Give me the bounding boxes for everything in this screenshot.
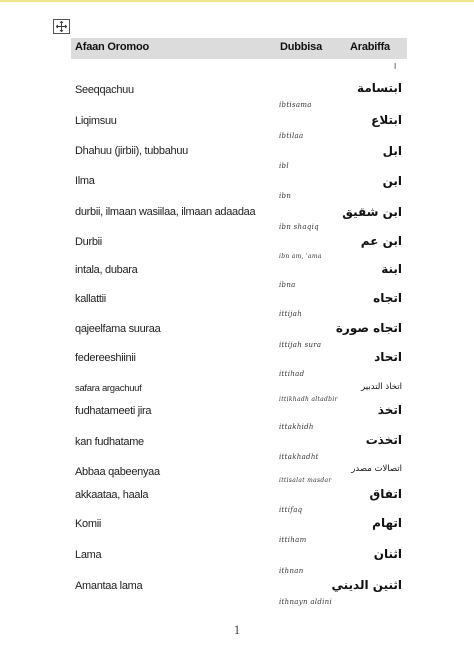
entry-arabic: اتهام bbox=[372, 516, 402, 530]
entry-oromo: durbii, ilmaan wasiilaa, ilmaan adaadaa bbox=[75, 206, 256, 218]
entry-pronunciation: ittisalat masdar bbox=[279, 477, 332, 484]
entry-pronunciation: ibtisama bbox=[279, 101, 312, 109]
entry-oromo: Amantaa lama bbox=[75, 580, 143, 592]
entry-arabic: اثنان bbox=[373, 547, 402, 561]
entry-pronunciation: ittakhidh bbox=[279, 423, 314, 431]
entry-oromo: Liqimsuu bbox=[75, 115, 117, 127]
entry-arabic: اتجاه صورة bbox=[335, 321, 402, 335]
entry-oromo: kan fudhatame bbox=[75, 436, 144, 448]
entry-arabic: ابل bbox=[382, 144, 402, 158]
entry-oromo: fudhatameeti jira bbox=[75, 405, 152, 417]
entry-pronunciation: ibn bbox=[279, 192, 292, 200]
entry-oromo: Ilma bbox=[75, 175, 95, 187]
entry-arabic: ابن عم bbox=[360, 234, 402, 248]
entry-pronunciation: ibn am, 'ama bbox=[279, 253, 322, 260]
header-oromo: Afaan Oromoo bbox=[75, 41, 149, 53]
entry-oromo: Durbii bbox=[75, 236, 102, 248]
table-header-row bbox=[71, 38, 407, 59]
entry-oromo: qajeelfama suuraa bbox=[75, 323, 161, 335]
entry-pronunciation: ibna bbox=[279, 281, 296, 289]
entry-oromo: intala, dubara bbox=[75, 264, 138, 276]
entry-oromo: Dhahuu (jirbii), tubbahuu bbox=[75, 145, 188, 157]
entry-pronunciation: ibtilaa bbox=[279, 132, 304, 140]
entry-arabic: اتخاذ التدبير bbox=[361, 382, 402, 392]
entry-arabic: ابن شقيق bbox=[342, 205, 402, 219]
move-arrows-icon bbox=[56, 21, 67, 32]
entry-arabic: اثنين الديني bbox=[331, 578, 402, 592]
entry-arabic: اتحاد bbox=[374, 350, 402, 364]
entry-pronunciation: ittakhadht bbox=[279, 453, 319, 461]
entry-arabic: اتخذت bbox=[365, 433, 402, 447]
entry-arabic: ابن bbox=[382, 174, 402, 188]
entry-pronunciation: ittifaq bbox=[279, 506, 303, 514]
entry-oromo: safara argachuuf bbox=[75, 383, 142, 394]
entry-pronunciation: ittiham bbox=[279, 536, 307, 544]
entry-pronunciation: ittikhadh altadbir bbox=[279, 396, 338, 403]
entry-arabic: ابتلاع bbox=[371, 113, 402, 127]
entry-arabic: اتجاه bbox=[373, 291, 402, 305]
entry-arabic: اتخذ bbox=[377, 403, 402, 417]
entry-pronunciation: ibn shaqiq bbox=[279, 223, 319, 231]
entry-pronunciation: ithnayn aldini bbox=[279, 598, 333, 606]
entry-arabic: اتصالات مصدر bbox=[351, 464, 402, 474]
entry-oromo: federeeshiinii bbox=[75, 352, 136, 364]
entry-oromo: akkaataa, haala bbox=[75, 489, 149, 501]
entry-arabic: ابتسامة bbox=[357, 81, 402, 95]
table-move-handle-icon[interactable] bbox=[53, 19, 70, 34]
entry-pronunciation: ibl bbox=[279, 162, 289, 170]
header-arabic: Arabiffa bbox=[350, 41, 390, 53]
entry-arabic: ابنة bbox=[381, 262, 402, 276]
entry-oromo: Komii bbox=[75, 518, 102, 530]
section-letter: ا bbox=[394, 62, 397, 71]
entry-oromo: kallattii bbox=[75, 293, 106, 305]
entry-pronunciation: ittihad bbox=[279, 370, 305, 378]
entry-oromo: Abbaa qabeenyaa bbox=[75, 466, 160, 478]
entry-oromo: Lama bbox=[75, 549, 102, 561]
entry-pronunciation: ittijah sura bbox=[279, 341, 322, 349]
entry-pronunciation: ittijah bbox=[279, 310, 303, 318]
entry-pronunciation: ithnan bbox=[279, 567, 304, 575]
page-number: 1 bbox=[233, 622, 241, 637]
entry-oromo: Seeqqachuu bbox=[75, 84, 134, 96]
entry-arabic: اتفاق bbox=[369, 487, 402, 501]
top-edge-rule bbox=[0, 0, 474, 2]
header-pronunciation: Dubbisa bbox=[280, 41, 322, 53]
